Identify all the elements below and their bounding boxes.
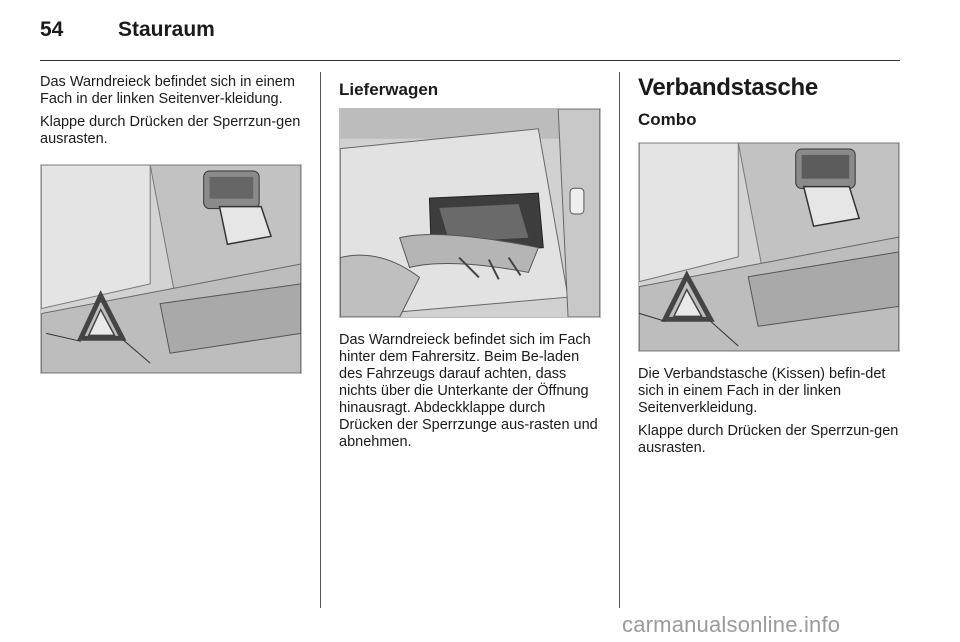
col1-paragraph-1: Das Warndreieck befindet sich in einem Fach in der linken Seitenver-kleidung. [40, 74, 295, 107]
warning-triangle-side-panel-illustration [40, 164, 302, 374]
section-heading-verbandstasche: Verbandstasche [638, 74, 818, 101]
col2-paragraph: Das Warndreieck befindet sich im Fach hinter dem Fahrersitz. Beim Be-laden des Fahrzeugs darauf achten, dass nichts über die Unterkante der Öffnung hinausragt. Abdeckklappe durch Drücken der Sperrzunge aus-rasten und abnehmen. [339, 332, 598, 450]
subheading-combo: Combo [638, 110, 697, 129]
header-rule [40, 60, 900, 61]
col1-paragraph-2: Klappe durch Drücken der Sperrzun-gen ausrasten. [40, 114, 301, 147]
col3-paragraph-1: Die Verbandstasche (Kissen) befin-det sich in einem Fach in der linken Seitenverkleidung. [638, 366, 886, 416]
column-2 [339, 74, 601, 457]
col3-paragraph-2: Klappe durch Drücken der Sperrzun-gen ausrasten. [638, 423, 899, 456]
page-header [40, 18, 215, 42]
column-1 [40, 74, 302, 374]
watermark: carmanualsonline.info [622, 612, 841, 637]
storage-behind-driver-seat-illustration [339, 108, 601, 318]
page-title: Stauraum [118, 18, 215, 41]
column-divider-1 [320, 72, 321, 608]
section-heading-lieferwagen: Lieferwagen [339, 80, 439, 99]
page-number: 54 [40, 18, 64, 41]
column-divider-2 [619, 72, 620, 608]
column-3 [638, 74, 900, 463]
first-aid-kit-side-panel-illustration [638, 142, 900, 352]
